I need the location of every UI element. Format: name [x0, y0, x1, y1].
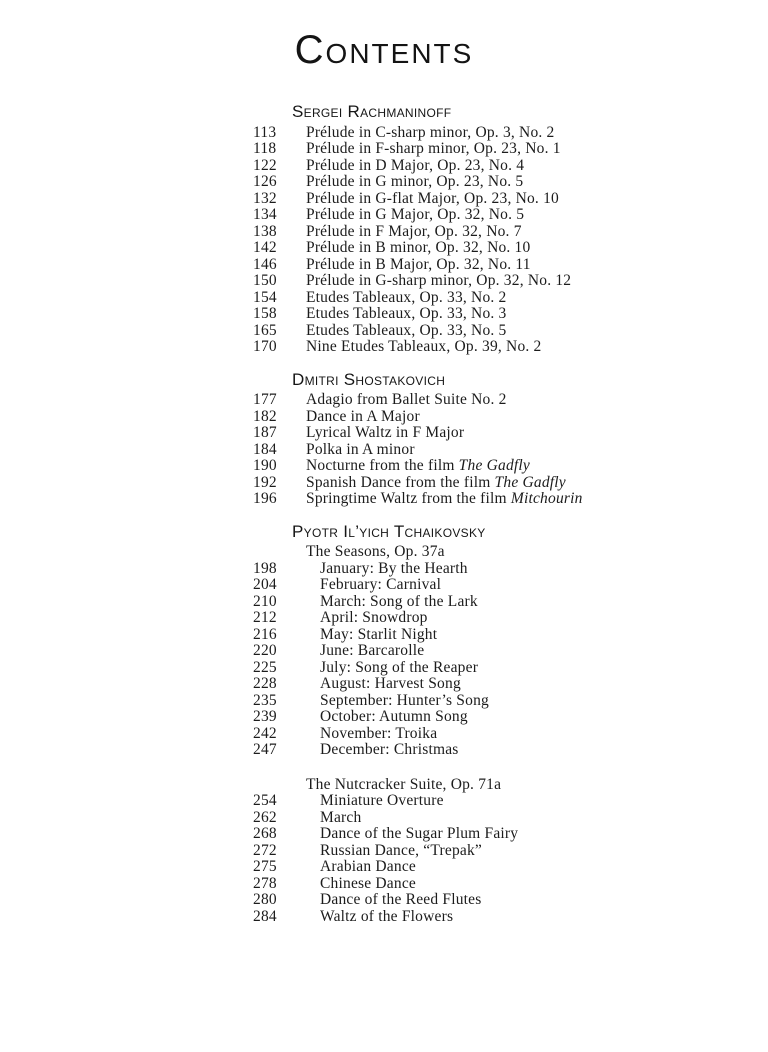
toc-entry [253, 125, 768, 142]
page-number: 192 [253, 473, 277, 491]
work-title: Etudes Tableaux, Op. 33, No. 5 [306, 321, 507, 339]
toc-entry [253, 859, 768, 876]
work-title: Adagio from Ballet Suite No. 2 [306, 391, 507, 408]
work-title: Nocturne from the film The Gadfly [306, 457, 530, 474]
work-title: Springtime Waltz from the film Mitchourin [306, 490, 583, 507]
toc-entry [253, 643, 768, 660]
work-title: Etudes Tableaux, Op. 33, No. 2 [306, 288, 507, 306]
toc-entry [253, 224, 768, 241]
page-number: 118 [253, 140, 277, 157]
work-title: Prélude in G-sharp minor, Op. 32, No. 12 [306, 272, 572, 289]
work-title: Prélude in G Major, Op. 32, No. 5 [306, 206, 525, 223]
toc-entry [253, 876, 768, 893]
toc-entry [253, 810, 768, 827]
work-title: March: Song of the Lark [320, 592, 478, 610]
work-title: September: Hunter’s Song [320, 691, 489, 709]
page-number: 278 [253, 874, 277, 892]
page-number: 212 [253, 609, 277, 626]
work-title: Spanish Dance from the film The Gadfly [306, 473, 566, 491]
work-title: May: Starlit Night [320, 625, 438, 643]
toc-entry [253, 323, 768, 340]
page-number: 146 [253, 255, 277, 273]
toc-entry [253, 627, 768, 644]
page-number: 254 [253, 792, 277, 809]
work-title: June: Barcarolle [320, 642, 425, 659]
work-title: Prélude in D Major, Op. 23, No. 4 [306, 156, 525, 174]
work-title: Prélude in B Major, Op. 32, No. 11 [306, 255, 531, 273]
page-number: 126 [253, 173, 277, 190]
toc-entry [253, 610, 768, 627]
work-title: November: Troika [320, 724, 438, 742]
toc-entry [253, 826, 768, 843]
page-number: 242 [253, 724, 277, 742]
page-number: 247 [253, 741, 277, 758]
toc-entry [253, 909, 768, 926]
toc-entry [253, 442, 768, 459]
composer-name: Sergei Rachmaninoff [292, 102, 452, 121]
composer-section [253, 104, 768, 356]
work-title: Prélude in F-sharp minor, Op. 23, No. 1 [306, 140, 561, 157]
work-title: Nine Etudes Tableaux, Op. 39, No. 2 [306, 338, 542, 355]
work-title: Lyrical Waltz in F Major [306, 424, 465, 441]
page-number: 220 [253, 642, 277, 659]
toc-entry [253, 409, 768, 426]
page-number: 190 [253, 457, 277, 474]
page-number: 142 [253, 239, 277, 256]
toc-entry [253, 141, 768, 158]
page-number: 239 [253, 708, 277, 725]
page-number: 204 [253, 576, 277, 593]
toc-entry [253, 273, 768, 290]
work-title: October: Autumn Song [320, 708, 468, 725]
toc-entry [253, 594, 768, 611]
toc-entry [253, 158, 768, 175]
page-number: 198 [253, 559, 277, 577]
toc-entry [253, 491, 768, 508]
work-title: Dance of the Reed Flutes [320, 891, 482, 908]
work-title: Miniature Overture [320, 792, 444, 809]
work-title: Arabian Dance [320, 858, 416, 875]
toc-entry [253, 892, 768, 909]
toc-entry [253, 174, 768, 191]
page-number: 268 [253, 825, 277, 842]
work-title: Polka in A minor [306, 440, 415, 458]
composer-section [253, 521, 768, 926]
work-group [253, 544, 768, 759]
page-number: 210 [253, 592, 277, 610]
page-number: 228 [253, 675, 277, 692]
page-number: 177 [253, 391, 277, 408]
composer-section [253, 369, 768, 508]
toc-entry [253, 726, 768, 743]
work-title: February: Carnival [320, 576, 442, 593]
toc-entry [253, 709, 768, 726]
work-title: Chinese Dance [320, 874, 416, 892]
page-number: 170 [253, 338, 277, 355]
toc-entry [253, 339, 768, 356]
work-group [253, 125, 768, 356]
toc-entry [253, 207, 768, 224]
page-number: 184 [253, 440, 277, 458]
toc-entry [253, 191, 768, 208]
page-number: 138 [253, 222, 277, 240]
contents-list [253, 104, 768, 925]
work-title: Prélude in G-flat Major, Op. 23, No. 10 [306, 189, 559, 207]
work-title: Prélude in B minor, Op. 32, No. 10 [306, 239, 531, 256]
toc-entry [253, 577, 768, 594]
page-number: 272 [253, 841, 277, 859]
work-title: December: Christmas [320, 741, 459, 758]
work-title: January: By the Hearth [320, 559, 468, 577]
page-number: 216 [253, 625, 277, 643]
work-title: March [320, 808, 362, 826]
toc-entry [253, 693, 768, 710]
page-number: 113 [253, 123, 277, 141]
work-title: Etudes Tableaux, Op. 33, No. 3 [306, 305, 507, 322]
toc-entry [253, 742, 768, 759]
page-number: 132 [253, 189, 277, 207]
toc-entry [253, 676, 768, 693]
page-number: 187 [253, 424, 277, 441]
toc-entry [253, 475, 768, 492]
toc-entry [253, 240, 768, 257]
work-title: Prélude in C-sharp minor, Op. 3, No. 2 [306, 123, 555, 141]
toc-entry [253, 392, 768, 409]
page-number: 196 [253, 490, 277, 507]
work-title: Prélude in F Major, Op. 32, No. 7 [306, 222, 522, 240]
work-title-italic: The Gadfly [494, 473, 566, 491]
work-group [253, 777, 768, 926]
composer-name: Pyotr Il’yich Tchaikovsky [292, 521, 486, 541]
page-number: 235 [253, 691, 277, 709]
toc-entry [253, 257, 768, 274]
work-title: Dance of the Sugar Plum Fairy [320, 825, 519, 842]
work-group-title: The Nutcracker Suite, Op. 71a [306, 775, 502, 793]
work-title-italic: Mitchourin [510, 490, 583, 507]
toc-entry [253, 793, 768, 810]
page-number: 122 [253, 156, 277, 174]
work-title: April: Snowdrop [320, 609, 428, 626]
work-title: Russian Dance, “Trepak” [320, 841, 482, 859]
page-number: 225 [253, 658, 277, 676]
toc-entry [253, 458, 768, 475]
page-number: 262 [253, 808, 277, 826]
toc-entry [253, 843, 768, 860]
page-number: 284 [253, 907, 277, 925]
work-title: July: Song of the Reaper [320, 658, 479, 676]
toc-entry [253, 660, 768, 677]
page-number: 134 [253, 206, 277, 223]
work-group-title: The Seasons, Op. 37a [306, 543, 445, 560]
work-title: August: Harvest Song [320, 675, 461, 692]
page-title: Contents [294, 28, 474, 72]
page-number: 154 [253, 288, 277, 306]
toc-entry [253, 306, 768, 323]
toc-entry [253, 561, 768, 578]
toc-entry [253, 425, 768, 442]
work-title: Waltz of the Flowers [320, 907, 454, 925]
page-number: 182 [253, 407, 277, 425]
toc-entry [253, 290, 768, 307]
page-number: 165 [253, 321, 277, 339]
page-number: 158 [253, 305, 277, 322]
composer-name: Dmitri Shostakovich [292, 369, 446, 389]
work-title: Prélude in G minor, Op. 23, No. 5 [306, 173, 524, 190]
work-title: Dance in A Major [306, 407, 420, 425]
work-group [253, 392, 768, 508]
page-number: 150 [253, 272, 277, 289]
page-number: 280 [253, 891, 277, 908]
page-number: 275 [253, 858, 277, 875]
work-title-italic: The Gadfly [458, 457, 530, 474]
